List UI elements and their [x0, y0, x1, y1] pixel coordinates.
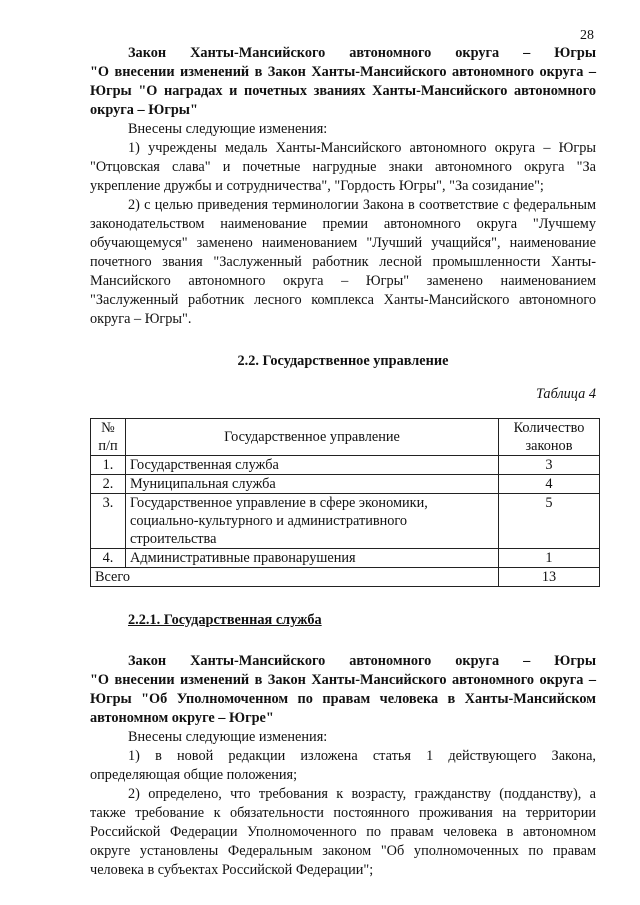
law1-item-2: 2) с целью приведения терминологии Закона в соответствие с федеральным законодательством наименование премии автономного округа "Лучшему обучающемуся" заменено наименованием "Лучший учащийся", наименование почетного звания "Заслуженный работник лесной промышленности Ханты-Мансийского автономного округа – Югры" заменено наименованием "Заслуженный работник лесного комплекса Ханты-Мансийского автономного округа – Югры".	[90, 197, 596, 327]
government-table	[90, 418, 600, 587]
row-count: 1	[499, 549, 600, 568]
page-content	[90, 44, 596, 880]
law1-intro: Внесены следующие изменения:	[128, 121, 328, 137]
total-label: Всего	[91, 568, 499, 587]
table-caption: Таблица 4	[536, 386, 596, 402]
header-num: № п/п	[91, 419, 126, 456]
page-number: 28	[580, 28, 594, 43]
law2-title	[90, 652, 596, 728]
row-count: 4	[499, 475, 600, 494]
row-num: 4.	[91, 549, 126, 568]
header-count: Количество законов	[499, 419, 600, 456]
table-row	[91, 456, 600, 475]
subsection-heading: 2.2.1. Государственная служба	[128, 612, 322, 628]
row-num: 2.	[91, 475, 126, 494]
row-num: 3.	[91, 494, 126, 549]
section-heading: 2.2. Государственное управление	[237, 353, 449, 369]
row-count: 3	[499, 456, 600, 475]
header-name: Государственное управление	[126, 419, 499, 456]
law1-title-rest: "О внесении изменений в Закон Ханты-Мансийского автономного округа – Югры "О наградах и почетных званиях Ханты-Мансийского автономного округа – Югры"	[90, 64, 596, 118]
table-total-row	[91, 568, 600, 587]
row-num: 1.	[91, 456, 126, 475]
law2-item-2: 2) определено, что требования к возрасту, гражданству (подданству), а также требование к обязательности постоянного проживания на территории Российской Федерации Уполномоченного по правам человека в автономном округе установлены Федеральным законом "Об уполномоченных по правам человека в субъектах Российской Федерации";	[90, 786, 596, 878]
law1-title	[90, 44, 596, 120]
table-row	[91, 475, 600, 494]
law2-title-rest: "О внесении изменений в Закон Ханты-Мансийского автономного округа – Югры "Об Уполномоченном по правам человека в Ханты-Мансийском автономном округе – Югре"	[90, 672, 596, 726]
row-name: Муниципальная служба	[126, 475, 499, 494]
total-count: 13	[499, 568, 600, 587]
row-name: Государственная служба	[126, 456, 499, 475]
law1-title-first-line: Закон Ханты-Мансийского автономного округа – Югры	[128, 45, 596, 61]
row-name: Государственное управление в сфере экономики, социально-культурного и административного строительства	[126, 494, 499, 549]
row-name: Административные правонарушения	[126, 549, 499, 568]
table-header-row	[91, 419, 600, 456]
row-count: 5	[499, 494, 600, 549]
law2-intro: Внесены следующие изменения:	[128, 729, 328, 745]
law2-item-1: 1) в новой редакции изложена статья 1 действующего Закона, определяющая общие положения;	[90, 748, 596, 783]
table-row	[91, 549, 600, 568]
law2-title-first-line: Закон Ханты-Мансийского автономного округа – Югры	[128, 653, 596, 669]
law1-item-1: 1) учреждены медаль Ханты-Мансийского автономного округа – Югры "Отцовская слава" и почетные нагрудные знаки автономного округа "За укрепление дружбы и сотрудничества", "Гордость Югры", "За созидание";	[90, 140, 596, 194]
table-row	[91, 494, 600, 549]
